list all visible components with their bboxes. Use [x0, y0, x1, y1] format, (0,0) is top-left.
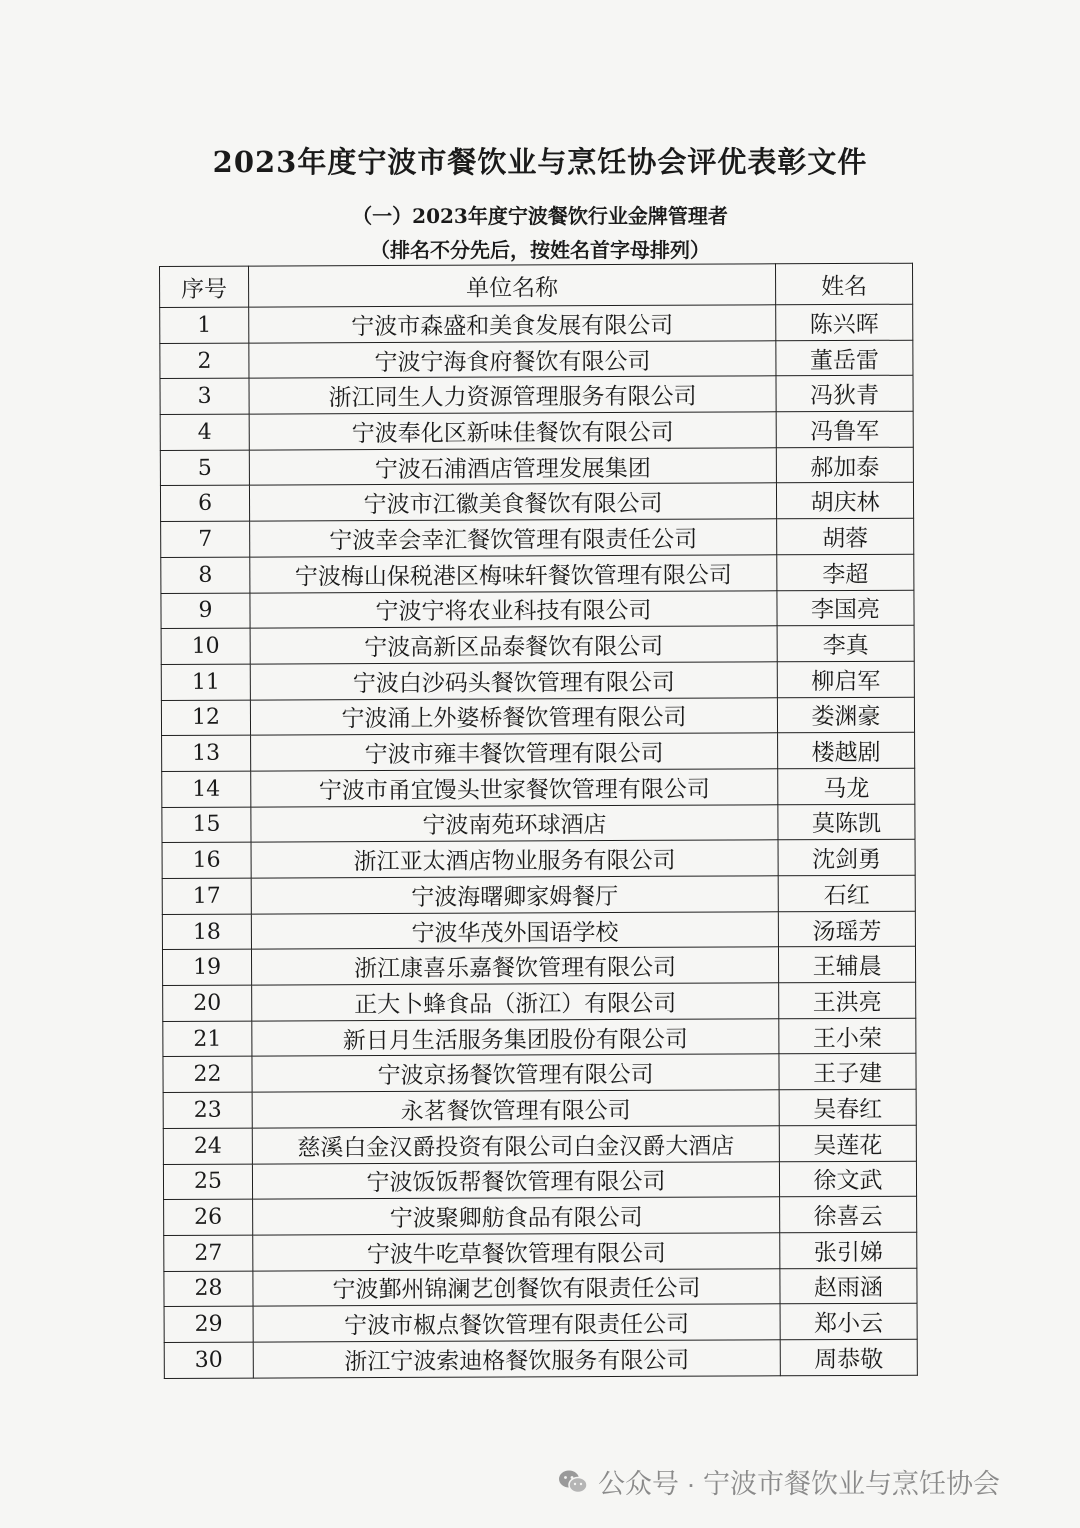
row-name-cell: 李真 — [777, 625, 914, 661]
row-unit-cell: 宁波海曙卿家姆餐厅 — [251, 876, 778, 914]
table-row — [160, 376, 913, 415]
row-name-cell: 赵雨涵 — [780, 1268, 917, 1304]
table-row — [164, 1339, 917, 1378]
row-name-cell: 王子建 — [779, 1054, 916, 1090]
row-unit-cell: 浙江同生人力资源管理服务有限公司 — [249, 376, 776, 414]
table-row — [164, 1232, 917, 1271]
row-seq-cell: 9 — [161, 593, 250, 629]
row-seq-cell: 14 — [162, 771, 251, 807]
row-seq-cell: 30 — [164, 1342, 253, 1378]
row-seq-cell: 28 — [164, 1271, 253, 1307]
row-name-cell: 莫陈凯 — [778, 804, 915, 840]
section-note: （排名不分先后，按姓名首字母排列） — [370, 238, 710, 262]
row-unit-cell: 永茗餐饮管理有限公司 — [252, 1090, 779, 1128]
row-name-cell: 吴莲花 — [779, 1125, 916, 1161]
table-row — [161, 661, 914, 700]
row-name-cell: 胡蓉 — [777, 518, 914, 554]
row-seq-cell: 16 — [162, 842, 251, 878]
row-unit-cell: 宁波幸会幸汇餐饮管理有限责任公司 — [250, 519, 777, 557]
row-unit-cell: 宁波高新区品泰餐饮有限公司 — [250, 626, 777, 664]
row-name-cell: 胡庆林 — [776, 483, 913, 519]
row-seq-cell: 7 — [161, 521, 250, 557]
row-seq-cell: 20 — [163, 985, 252, 1021]
row-unit-cell: 宁波聚卿舫食品有限公司 — [253, 1197, 780, 1235]
table-row — [160, 447, 913, 486]
table-row — [164, 1196, 917, 1235]
row-name-cell: 王辅晨 — [778, 947, 915, 983]
table-row — [163, 1089, 916, 1128]
row-seq-cell: 26 — [164, 1199, 253, 1235]
row-unit-cell: 宁波华茂外国语学校 — [251, 911, 778, 949]
row-seq-cell: 11 — [161, 664, 250, 700]
row-seq-cell: 27 — [164, 1235, 253, 1271]
row-name-cell: 冯鲁军 — [776, 411, 913, 447]
row-unit-cell: 浙江康喜乐嘉餐饮管理有限公司 — [251, 947, 778, 985]
row-name-cell: 柳启军 — [777, 661, 914, 697]
table-row — [162, 875, 915, 914]
row-seq-cell: 1 — [160, 307, 249, 343]
row-name-cell: 楼越剧 — [778, 732, 915, 768]
table-row — [163, 982, 916, 1021]
wechat-icon — [558, 1469, 588, 1495]
row-seq-cell: 25 — [163, 1164, 252, 1200]
row-unit-cell: 宁波饭饭帮餐饮管理有限公司 — [252, 1161, 779, 1199]
row-seq-cell: 21 — [163, 1021, 252, 1057]
row-seq-cell: 29 — [164, 1306, 253, 1342]
table-row — [162, 768, 915, 807]
row-seq-cell: 13 — [162, 735, 251, 771]
row-seq-cell: 19 — [162, 949, 251, 985]
row-name-cell: 郑小云 — [780, 1303, 917, 1339]
row-unit-cell: 宁波市椒点餐饮管理有限责任公司 — [253, 1304, 780, 1342]
row-name-cell: 周恭敬 — [780, 1339, 917, 1375]
table-row — [161, 554, 914, 593]
header-unit: 单位名称 — [249, 264, 776, 307]
row-seq-cell: 17 — [162, 878, 251, 914]
table-body — [160, 304, 918, 1378]
row-unit-cell: 宁波石浦酒店管理发展集团 — [249, 448, 776, 486]
row-unit-cell: 慈溪白金汉爵投资有限公司白金汉爵大酒店 — [252, 1126, 779, 1164]
row-name-cell: 娄渊豪 — [777, 697, 914, 733]
row-unit-cell: 宁波白沙码头餐饮管理有限公司 — [250, 662, 777, 700]
table-header-row — [160, 263, 913, 307]
row-name-cell: 冯狄青 — [776, 376, 913, 412]
table-row — [162, 911, 915, 950]
row-unit-cell: 宁波宁海食府餐饮有限公司 — [249, 340, 776, 378]
row-unit-cell: 宁波南苑环球酒店 — [251, 804, 778, 842]
row-name-cell: 吴春红 — [779, 1089, 916, 1125]
row-name-cell: 李超 — [777, 554, 914, 590]
table-row — [162, 840, 915, 879]
row-name-cell: 汤瑶芳 — [778, 911, 915, 947]
row-seq-cell: 6 — [160, 486, 249, 522]
row-unit-cell: 宁波市森盛和美食发展有限公司 — [249, 305, 776, 343]
row-name-cell: 郝加泰 — [776, 447, 913, 483]
watermark — [558, 1462, 1000, 1501]
table-row — [164, 1268, 917, 1307]
section-title: （一）2023年度宁波餐饮行业金牌管理者 — [352, 204, 728, 228]
row-name-cell: 李国亮 — [777, 590, 914, 626]
row-seq-cell: 2 — [160, 343, 249, 379]
row-name-cell: 王小荣 — [779, 1018, 916, 1054]
table-row — [160, 304, 913, 343]
row-unit-cell: 宁波宁将农业科技有限公司 — [250, 590, 777, 628]
row-name-cell: 石红 — [778, 875, 915, 911]
table-row — [161, 697, 914, 736]
row-unit-cell: 宁波奉化区新味佳餐饮有限公司 — [249, 412, 776, 450]
row-unit-cell: 浙江宁波索迪格餐饮服务有限公司 — [253, 1340, 780, 1378]
row-seq-cell: 4 — [160, 414, 249, 450]
row-unit-cell: 宁波梅山保税港区梅味轩餐饮管理有限公司 — [250, 555, 777, 593]
row-name-cell: 董岳雷 — [776, 340, 913, 376]
row-unit-cell: 宁波市江徽美食餐饮有限公司 — [249, 483, 776, 521]
document-title: 2023年度宁波市餐饮业与烹饪协会评优表彰文件 — [212, 145, 868, 179]
row-name-cell: 徐文武 — [779, 1161, 916, 1197]
table-row — [163, 1161, 916, 1200]
table-row — [164, 1303, 917, 1342]
row-seq-cell: 12 — [161, 700, 250, 736]
row-unit-cell: 正大卜蜂食品（浙江）有限公司 — [252, 983, 779, 1021]
table-row — [161, 590, 914, 629]
table-row — [162, 804, 915, 843]
row-name-cell: 陈兴晖 — [776, 304, 913, 340]
row-seq-cell: 10 — [161, 628, 250, 664]
row-seq-cell: 22 — [163, 1057, 252, 1093]
row-unit-cell: 新日月生活服务集团股份有限公司 — [252, 1019, 779, 1057]
row-unit-cell: 宁波市甬宜馒头世家餐饮管理有限公司 — [251, 769, 778, 807]
row-seq-cell: 18 — [162, 914, 251, 950]
table-row — [160, 411, 913, 450]
table-row — [160, 483, 913, 522]
row-unit-cell: 宁波牛吃草餐饮管理有限公司 — [253, 1233, 780, 1271]
row-unit-cell: 宁波京扬餐饮管理有限公司 — [252, 1054, 779, 1092]
row-seq-cell: 3 — [160, 378, 249, 414]
row-name-cell: 马龙 — [778, 768, 915, 804]
table-row — [161, 625, 914, 664]
table-row — [162, 947, 915, 986]
row-seq-cell: 15 — [162, 807, 251, 843]
row-unit-cell: 浙江亚太酒店物业服务有限公司 — [251, 840, 778, 878]
table-row — [161, 518, 914, 557]
header-name: 姓名 — [775, 263, 912, 305]
award-table — [159, 263, 918, 1379]
table-row — [163, 1054, 916, 1093]
row-name-cell: 王洪亮 — [779, 982, 916, 1018]
row-unit-cell: 宁波涌上外婆桥餐饮管理有限公司 — [250, 697, 777, 735]
row-seq-cell: 24 — [163, 1128, 252, 1164]
row-seq-cell: 8 — [161, 557, 250, 593]
row-unit-cell: 宁波鄞州锦澜艺创餐饮有限责任公司 — [253, 1268, 780, 1306]
row-seq-cell: 23 — [163, 1092, 252, 1128]
table-row — [160, 340, 913, 379]
header-seq: 序号 — [160, 266, 249, 307]
table-row — [162, 732, 915, 771]
row-seq-cell: 5 — [160, 450, 249, 486]
row-name-cell: 张引娣 — [780, 1232, 917, 1268]
table-row — [163, 1018, 916, 1057]
row-name-cell: 徐喜云 — [780, 1196, 917, 1232]
row-name-cell: 沈剑勇 — [778, 840, 915, 876]
row-unit-cell: 宁波市雍丰餐饮管理有限公司 — [251, 733, 778, 771]
watermark-text: 公众号 · 宁波市餐饮业与烹饪协会 — [598, 1469, 1000, 1499]
table-row — [163, 1125, 916, 1164]
